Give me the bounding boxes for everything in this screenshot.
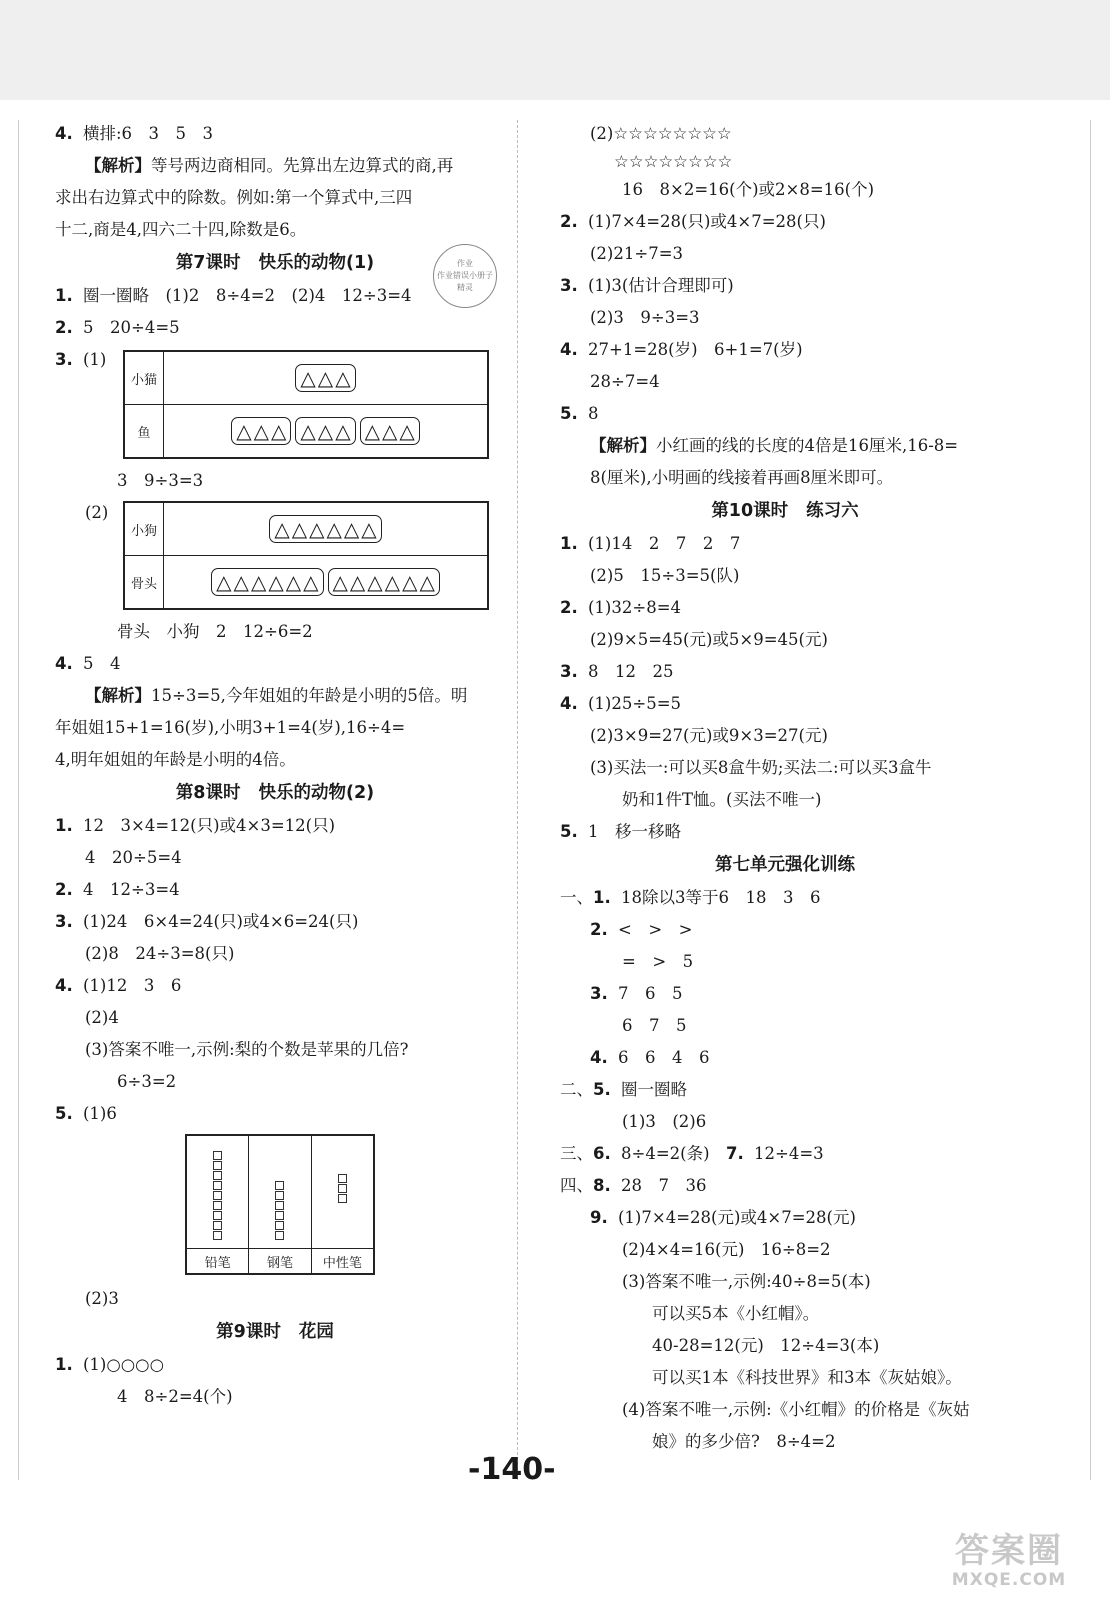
pencil-bar-figure <box>185 1134 375 1275</box>
answer-line: 骨头 小狗 2 12÷6=2 <box>117 622 313 641</box>
stack-square <box>275 1191 284 1200</box>
triangle-group: △ △ △ <box>295 417 355 445</box>
column-divider <box>517 120 518 1480</box>
row-label: 小狗 <box>125 503 164 555</box>
stack-square <box>338 1174 347 1183</box>
answer-line: 四、8. 28 7 36 <box>560 1176 707 1195</box>
answer-line: (3)买法一:可以买8盒牛奶;买法二:可以买3盒牛 <box>590 758 932 777</box>
answer-line: 6 7 5 <box>622 1016 687 1035</box>
row-label: 骨头 <box>125 556 164 608</box>
triangle-group: △ △ △ <box>231 417 291 445</box>
answer-line: 可以买1本《科技世界》和3本《灰姑娘》。 <box>652 1368 962 1387</box>
answer-line: (2)5 15÷3=5(队) <box>590 566 740 585</box>
stack-square <box>213 1161 222 1170</box>
explanation-line: 年姐姐15+1=16(岁),小明3+1=4(岁),16÷4= <box>55 718 406 737</box>
row-label: 鱼 <box>125 405 164 457</box>
answer-line: 4 20÷5=4 <box>85 848 182 867</box>
bar-label: 中性笔 <box>312 1248 373 1273</box>
cat-fish-table <box>123 350 489 459</box>
section-title: 第七单元强化训练 <box>715 855 855 875</box>
answer-line: 1. 12 3×4=12(只)或4×3=12(只) <box>55 816 336 835</box>
answer-line: 3. 8 12 25 <box>560 662 674 681</box>
answer-line: (3)答案不唯一,示例:梨的个数是苹果的几倍? <box>85 1040 409 1059</box>
triangle-group: △ △ △ <box>360 417 420 445</box>
answer-line: 3. 7 6 5 <box>590 984 683 1003</box>
section-title: 第9课时 花园 <box>216 1322 334 1342</box>
top-band <box>0 0 1110 100</box>
answer-line: 3. (1)3(估计合理即可) <box>560 276 734 295</box>
answer-line: (2)3×9=27(元)或9×3=27(元) <box>590 726 828 745</box>
stack-square <box>338 1184 347 1193</box>
answer-line: 28÷7=4 <box>590 372 660 391</box>
answer-line: 4. 6 6 4 6 <box>590 1048 710 1067</box>
answer-line: (2)9×5=45(元)或5×9=45(元) <box>590 630 828 649</box>
answer-line: (2)☆☆☆☆☆☆☆☆ <box>590 124 732 143</box>
stack-square <box>213 1181 222 1190</box>
answer-line: 40-28=12(元) 12÷4=3(本) <box>652 1336 880 1355</box>
bar-label: 铅笔 <box>187 1248 248 1273</box>
answer-line: 二、5. 圈一圈略 <box>560 1080 687 1099</box>
answer-line: = > 5 <box>622 952 694 971</box>
answer-line: 5. (1)6 <box>55 1104 117 1123</box>
left-column <box>55 118 495 1413</box>
stack-square <box>275 1211 284 1220</box>
bar-column <box>187 1136 249 1273</box>
answer-line: 6÷3=2 <box>117 1072 177 1091</box>
answer-line: 2. 4 12÷3=4 <box>55 880 180 899</box>
answer-line: (2)3 9÷3=3 <box>590 308 700 327</box>
answer-line: 4. (1)25÷5=5 <box>560 694 682 713</box>
section-title: 第8课时 快乐的动物(2) <box>175 783 375 803</box>
answer-line: 4. 横排:6 3 5 3 <box>55 124 214 143</box>
answer-line: (2)3 <box>85 1289 119 1308</box>
answer-line: 一、1. 18除以3等于6 18 3 6 <box>560 888 821 907</box>
answer-line: 4. 5 4 <box>55 654 121 673</box>
explanation-line: 8(厘米),小明画的线接着再画8厘米即可。 <box>590 468 894 487</box>
answer-line: 4 8÷2=4(个) <box>117 1387 233 1406</box>
triangle-group: △ △ △ △ △ △ <box>269 515 381 543</box>
answer-line: 2. 5 20÷4=5 <box>55 318 180 337</box>
stack-square <box>338 1194 347 1203</box>
stack-square <box>275 1201 284 1210</box>
answer-line: 2. < > > <box>590 920 693 939</box>
answer-line: 4. (1)12 3 6 <box>55 976 182 995</box>
section-title: 第10课时 练习六 <box>711 501 859 521</box>
explanation-line: 【解析】小红画的线的长度的4倍是16厘米,16-8= <box>590 436 959 455</box>
triangle-group: △ △ △ <box>295 364 355 392</box>
row-label: 小猫 <box>125 352 164 404</box>
bar-label: 钢笔 <box>249 1248 310 1273</box>
bar-column <box>312 1136 373 1273</box>
triangle-group: △ △ △ △ △ △ <box>328 568 440 596</box>
answer-line: ☆☆☆☆☆☆☆☆ <box>614 152 733 171</box>
answer-line: 3. (1)24 6×4=24(只)或4×6=24(只) <box>55 912 359 931</box>
answer-line: (2)21÷7=3 <box>590 244 684 263</box>
right-edge-line <box>1090 120 1091 1480</box>
stack-square <box>275 1221 284 1230</box>
stack-square <box>213 1231 222 1240</box>
answer-line: 三、6. 8÷4=2(条) 7. 12÷4=3 <box>560 1144 824 1163</box>
section-title: 第7课时 快乐的动物(1) <box>175 253 375 273</box>
stack-square <box>213 1191 222 1200</box>
answer-line: 5. 8 <box>560 404 599 423</box>
stack-square <box>275 1231 284 1240</box>
stack-square <box>213 1171 222 1180</box>
answer-line: (2)4 <box>85 1008 119 1027</box>
answer-line: 1. (1)○○○○ <box>55 1355 164 1374</box>
stamp-seal: 作业 作业错误小册子 精灵 <box>433 244 497 308</box>
watermark: 答案圈 MXQE.COM <box>951 1531 1067 1590</box>
answer-line: (2)8 24÷3=8(只) <box>85 944 235 963</box>
answer-line: 16 8×2=16(个)或2×8=16(个) <box>622 180 875 199</box>
answer-line: (2)4×4=16(元) 16÷8=2 <box>622 1240 831 1259</box>
explanation-line: 4,明年姐姐的年龄是小明的4倍。 <box>55 750 296 769</box>
explanation-line: 【解析】15÷3=5,今年姐姐的年龄是小明的5倍。明 <box>85 686 468 705</box>
stack-square <box>213 1151 222 1160</box>
stack-square <box>213 1211 222 1220</box>
answer-line: 可以买5本《小红帽》。 <box>652 1304 820 1323</box>
answer-line: 娘》的多少倍? 8÷4=2 <box>652 1432 836 1451</box>
answer-line: 2. (1)7×4=28(只)或4×7=28(只) <box>560 212 826 231</box>
stack-square <box>275 1181 284 1190</box>
answer-line: 2. (1)32÷8=4 <box>560 598 682 617</box>
answer-line: 4. 27+1=28(岁) 6+1=7(岁) <box>560 340 803 359</box>
answer-line: (4)答案不唯一,示例:《小红帽》的价格是《灰姑 <box>622 1400 970 1419</box>
bar-column <box>249 1136 311 1273</box>
left-edge-line <box>18 120 19 1480</box>
stack-square <box>213 1201 222 1210</box>
answer-line: (1)3 (2)6 <box>622 1112 707 1131</box>
answer-line: (3)答案不唯一,示例:40÷8=5(本) <box>622 1272 871 1291</box>
explanation-line: 十二,商是4,四六二十四,除数是6。 <box>55 220 307 239</box>
page-number: -140- <box>468 1452 556 1487</box>
answer-line: 9. (1)7×4=28(元)或4×7=28(元) <box>590 1208 856 1227</box>
triangle-group: △ △ △ △ △ △ <box>211 568 323 596</box>
answer-line: 5. 1 移一移略 <box>560 822 681 841</box>
answer-line: 1. (1)14 2 7 2 7 <box>560 534 741 553</box>
answer-line: 奶和1件T恤。(买法不唯一) <box>622 790 822 809</box>
right-column <box>560 118 1010 1458</box>
answer-line: 3. (1) <box>55 350 107 369</box>
dog-bone-table <box>123 501 489 610</box>
answer-line: 3 9÷3=3 <box>117 471 204 490</box>
explanation-line: 【解析】等号两边商相同。先算出左边算式的商,再 <box>85 156 454 175</box>
stack-square <box>213 1221 222 1230</box>
answer-line: (2) <box>85 503 109 522</box>
answer-line: 1. 圈一圈略 (1)2 8÷4=2 (2)4 12÷3=4 <box>55 286 412 305</box>
explanation-line: 求出右边算式中的除数。例如:第一个算式中,三四 <box>55 188 413 207</box>
